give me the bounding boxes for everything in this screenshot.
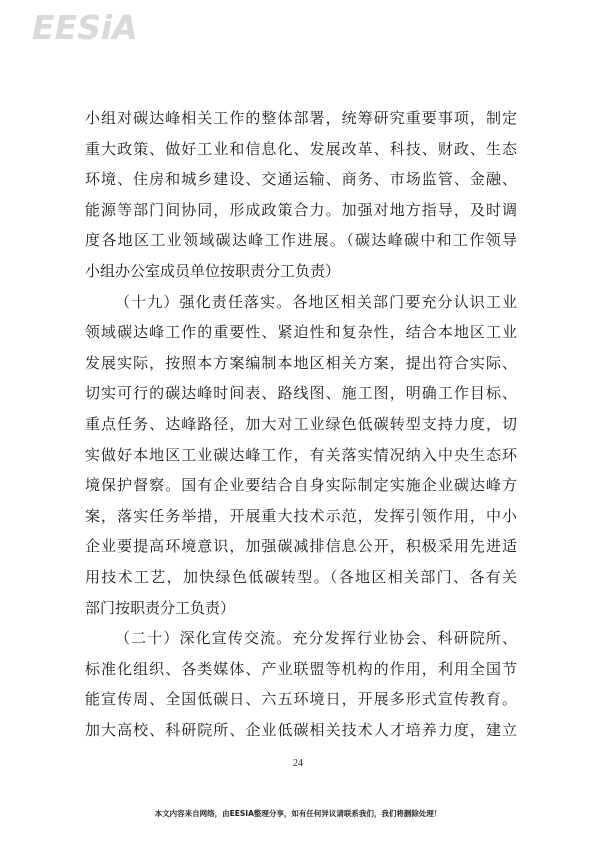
body-line: 企业要提高环境意识，加强碳减排信息公开，积极采用先进适 bbox=[85, 537, 517, 556]
document-body bbox=[85, 103, 517, 745]
body-line: 环境、住房和城乡建设、交通运输、商务、市场监管、金融、 bbox=[85, 170, 517, 189]
body-line: 能宣传周、全国低碳日、六五环境日，开展多形式宣传教育。 bbox=[85, 690, 517, 709]
body-line: 实做好本地区工业碳达峰工作，有关落实情况纳入中央生态环 bbox=[85, 445, 517, 464]
body-line: 重点任务、达峰路径，加大对工业绿色低碳转型支持力度，切 bbox=[85, 414, 517, 433]
body-line: 发展实际，按照本方案编制本地区相关方案，提出符合实际、 bbox=[85, 353, 517, 372]
body-line: 标准化组织、各类媒体、产业联盟等机构的作用，利用全国节 bbox=[85, 659, 517, 678]
eesia-logo: EESiA bbox=[32, 8, 138, 47]
body-line: 部门按职责分工负责） bbox=[85, 598, 236, 617]
body-line: 小组办公室成员单位按职责分工负责） bbox=[85, 261, 341, 280]
body-line: 加大高校、科研院所、企业低碳相关技术人才培养力度，建立 bbox=[85, 720, 517, 739]
footer-disclaimer: 本文内容来自网络，由EESIA整理分享，如有任何异议请联系我们，我们将删除处理！ bbox=[154, 809, 442, 818]
body-line: 用技术工艺，加快绿色低碳转型。（各地区相关部门、各有关 bbox=[85, 567, 517, 586]
body-line: 案，落实任务举措，开展重大技术示范，发挥引领作用，中小 bbox=[85, 506, 517, 525]
body-line: 能源等部门间协同，形成政策合力。加强对地方指导，及时调 bbox=[85, 200, 517, 219]
paragraph-heading-20: （二十）深化宣传交流。充分发挥行业协会、科研院所、 bbox=[115, 629, 517, 648]
body-line: 切实可行的碳达峰时间表、路线图、施工图，明确工作目标、 bbox=[85, 384, 517, 403]
paragraph-heading-19: （十九）强化责任落实。各地区相关部门要充分认识工业 bbox=[115, 292, 517, 311]
body-line: 境保护督察。国有企业要结合自身实际制定实施企业碳达峰方 bbox=[85, 476, 517, 495]
body-line: 小组对碳达峰相关工作的整体部署，统筹研究重要事项，制定 bbox=[85, 109, 517, 127]
body-line: 领域碳达峰工作的重要性、紧迫性和复杂性，结合本地区工业 bbox=[85, 323, 517, 342]
page-number: 24 bbox=[293, 758, 303, 769]
body-line: 度各地区工业领域碳达峰工作进展。（碳达峰碳中和工作领导 bbox=[85, 231, 517, 250]
body-line: 重大政策、做好工业和信息化、发展改革、科技、财政、生态 bbox=[85, 139, 517, 158]
